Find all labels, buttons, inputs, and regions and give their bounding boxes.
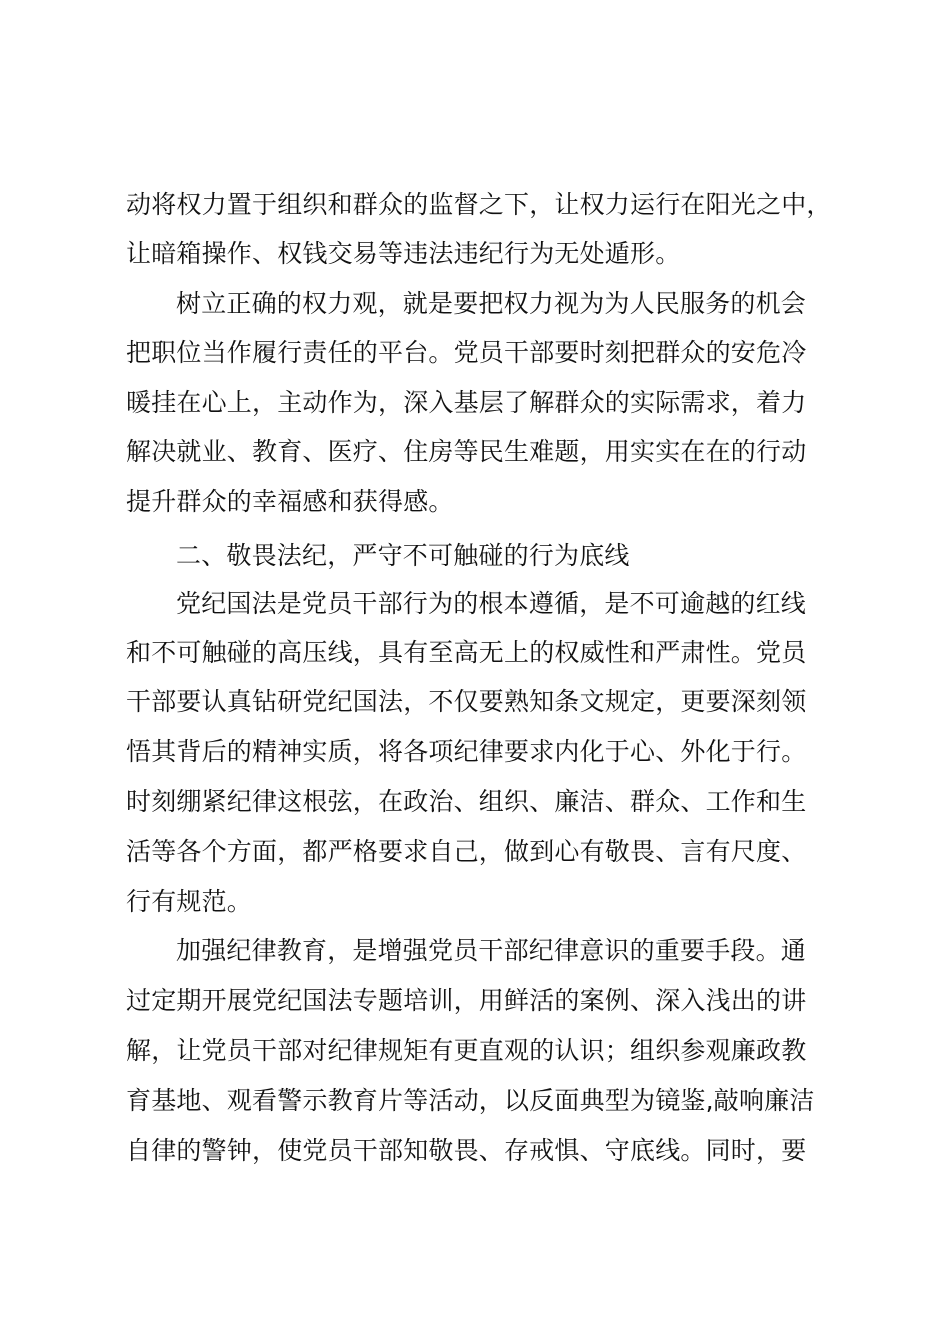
text-line: 暖挂在心上，主动作为，深入基层了解群众的实际需求，着力 [126,388,807,417]
text-line: 把职位当作履行责任的平台。党员干部要时刻把群众的安危冷 [126,338,807,367]
section-heading: 二、敬畏法纪，严守不可触碰的行为底线 [176,541,630,570]
paragraph-start-line: 党纪国法是党员干部行为的根本遵循，是不可逾越的红线 [176,589,807,618]
text-line: 行有规范。 [126,887,253,916]
text-line: 和不可触碰的高压线，具有至高无上的权威性和严肃性。党员 [126,638,807,667]
text-line: 过定期开展党纪国法专题培训，用鲜活的案例、深入浅出的讲 [126,986,807,1015]
text-line: 育基地、观看警示教育片等活动，以反面典型为镜鉴,敲响廉洁 [126,1086,815,1115]
text-line: 时刻绷紧纪律这根弦，在政治、组织、廉洁、群众、工作和生 [126,787,807,816]
text-line: 解决就业、教育、医疗、住房等民生难题，用实实在在的行动 [126,437,807,466]
text-line: 提升群众的幸福感和获得感。 [126,487,454,516]
text-line: 活等各个方面，都严格要求自己，做到心有敬畏、言有尺度、 [126,837,807,866]
text-line: 干部要认真钻研党纪国法，不仅要熟知条文规定，更要深刻领 [126,687,807,716]
text-line: 动将权力置于组织和群众的监督之下，让权力运行在阳光之中， [126,190,832,219]
text-line: 让暗箱操作、权钱交易等违法违纪行为无处遁形。 [126,239,681,268]
text-line: 悟其背后的精神实质，将各项纪律要求内化于心、外化于行。 [126,737,807,766]
paragraph-start-line: 加强纪律教育，是增强党员干部纪律意识的重要手段。通 [176,936,807,965]
paragraph-start-line: 树立正确的权力观，就是要把权力视为为人民服务的机会 [176,289,807,318]
text-line: 自律的警钟，使党员干部知敬畏、存戒惧、守底线。同时，要 [126,1136,807,1165]
text-line: 解，让党员干部对纪律规矩有更直观的认识；组织参观廉政教 [126,1036,807,1065]
